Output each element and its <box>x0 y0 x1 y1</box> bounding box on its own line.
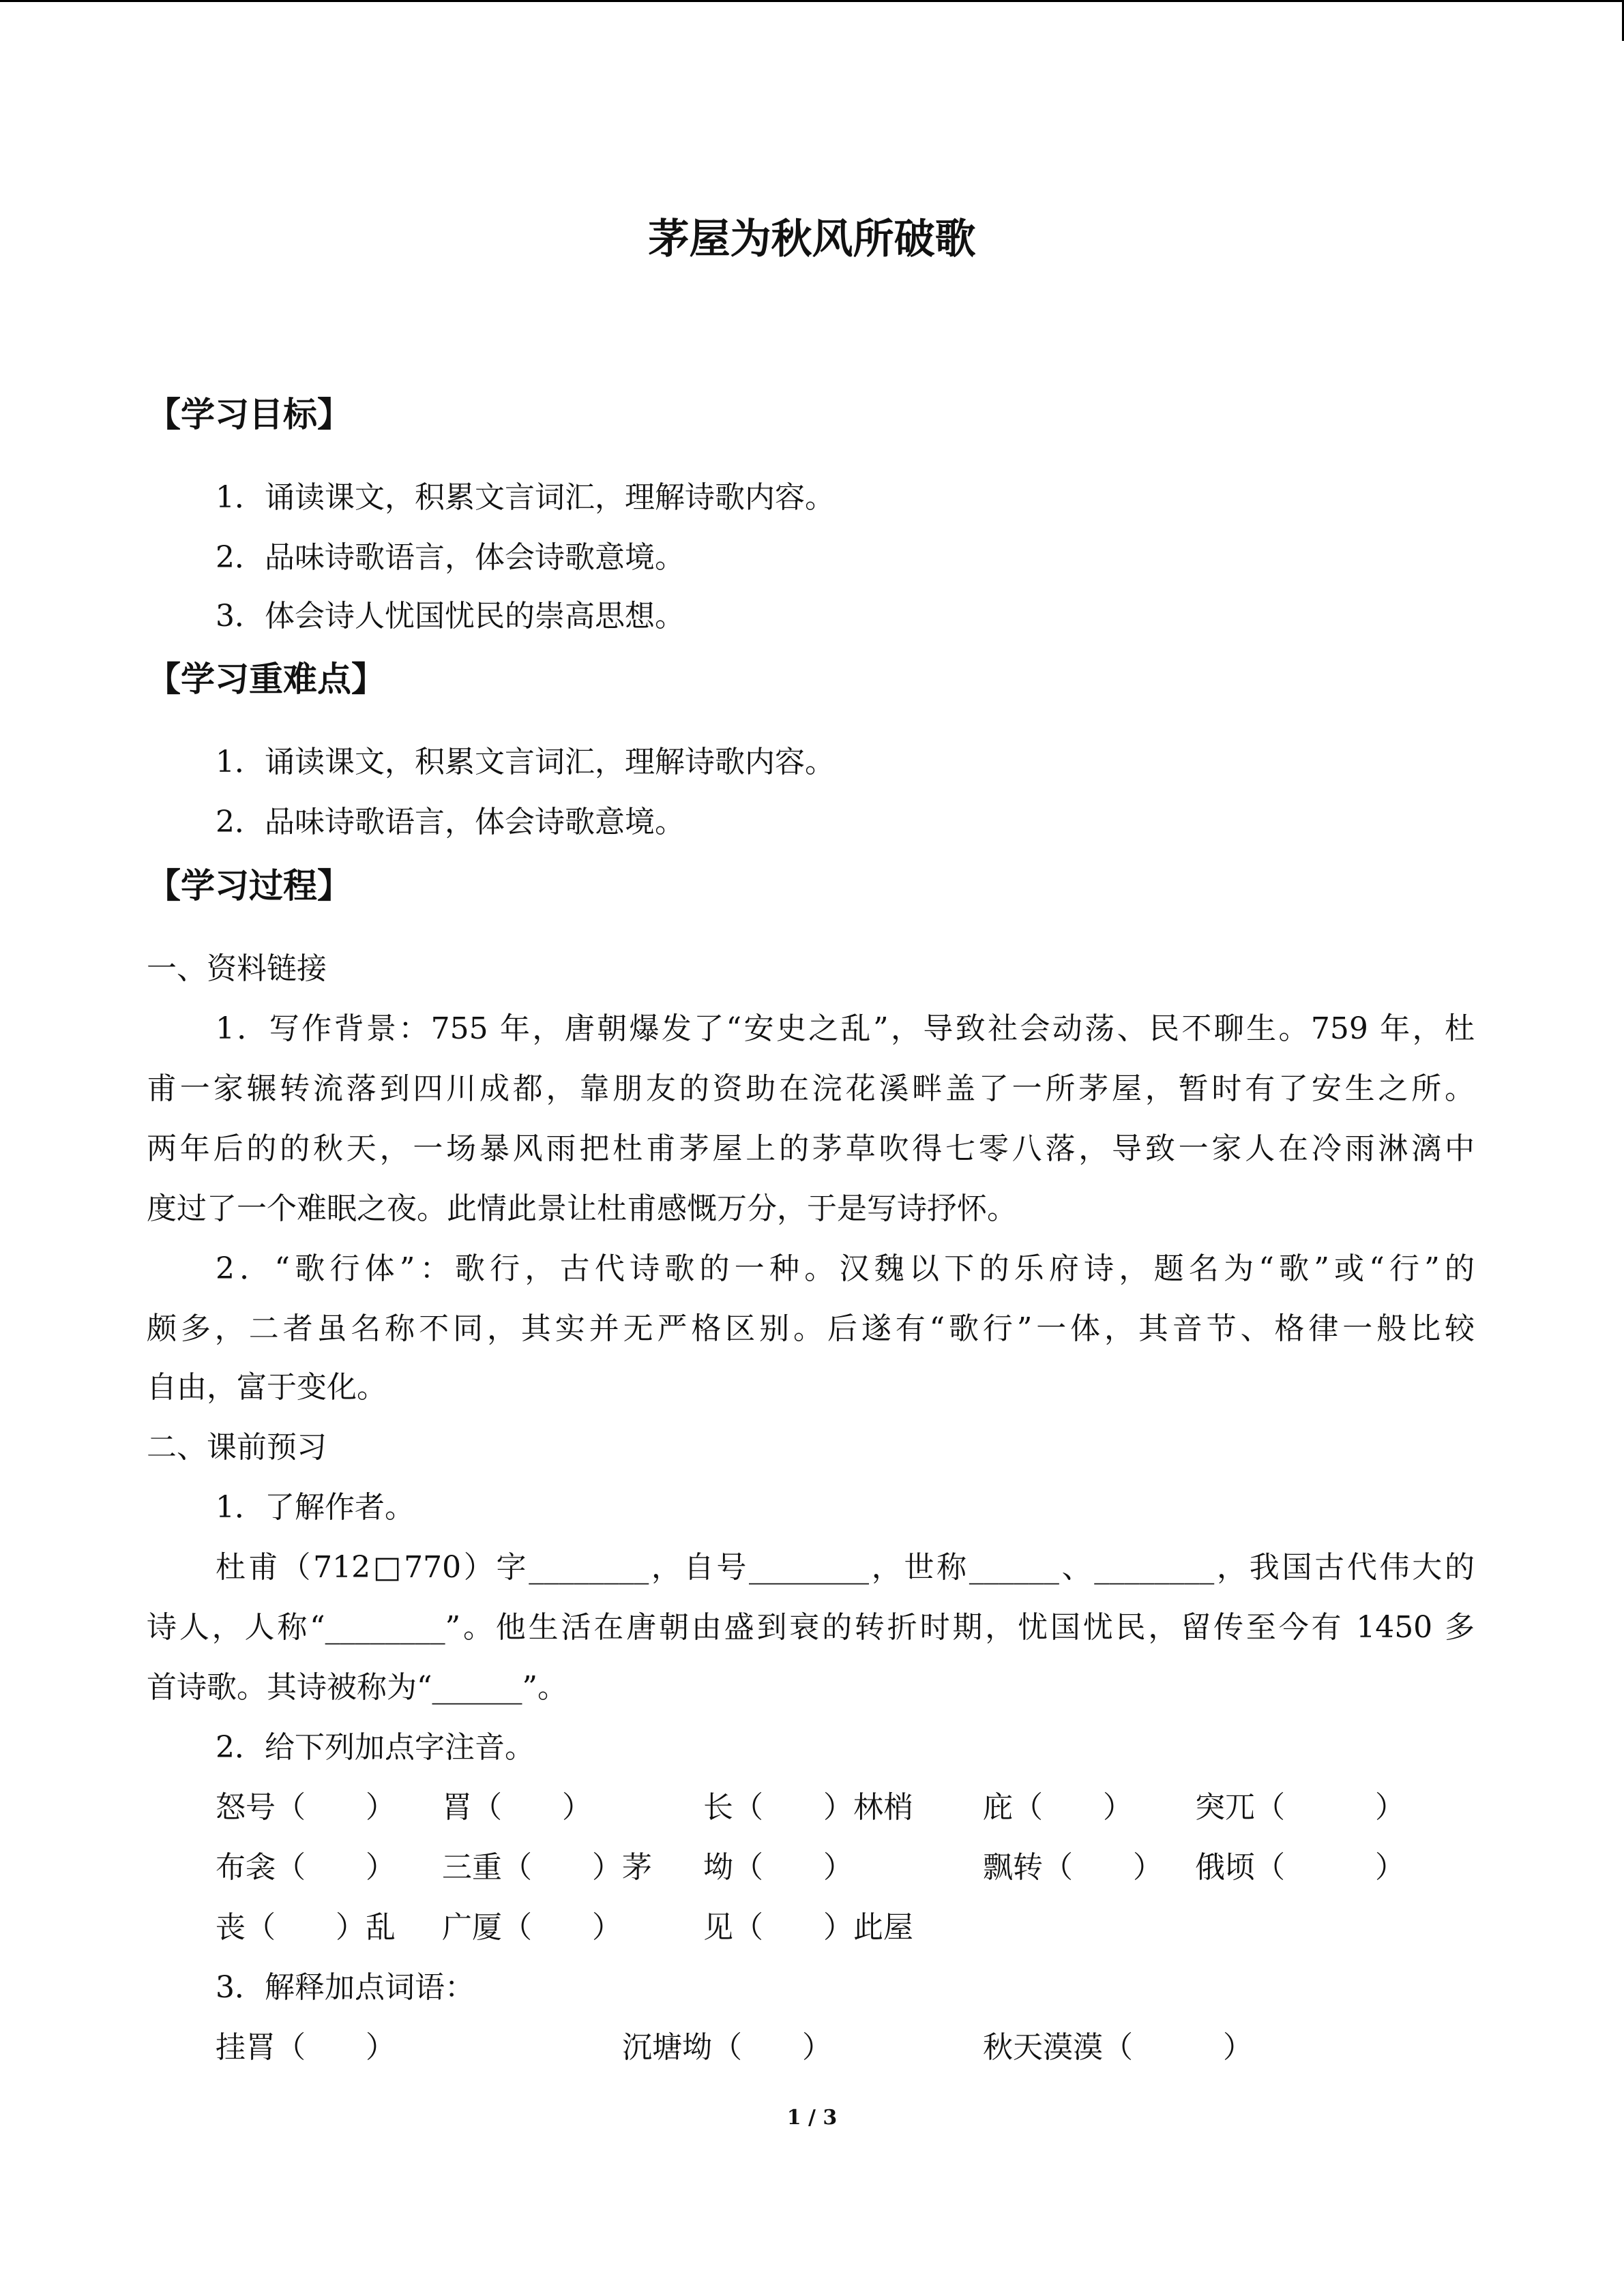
genre-line: 自由，富于变化。 <box>147 1370 387 1405</box>
author-line: 诗人，人称“________”。他生活在唐朝由盛到衰的转折时期，忧国忧民，留传至今有 1450 多 <box>147 1610 1475 1645</box>
pinyin-item: 三重（ ）茅 <box>442 1850 652 1885</box>
question-2-label: 2．给下列加点字注音。 <box>216 1730 535 1765</box>
background-line: 度过了一个难眠之夜。此情此景让杜甫感慨万分，于是写诗抒怀。 <box>147 1191 1017 1226</box>
pinyin-item: 怒号（ ） <box>216 1790 396 1825</box>
pinyin-item: 坳（ ） <box>703 1850 853 1885</box>
genre-line: 颇多，二者虽名称不同，其实并无严格区别。后遂有“歌行”一体，其音节、格律一般比较 <box>147 1311 1475 1346</box>
key-point-item: 1．诵读课文，积累文言词汇，理解诗歌内容。 <box>216 745 835 779</box>
page-number: 1 / 3 <box>786 2106 838 2130</box>
explain-item: 挂罥（ ） <box>216 2030 396 2065</box>
pinyin-item: 广厦（ ） <box>442 1910 622 1945</box>
background-line: 1．写作背景：755 年，唐朝爆发了“安史之乱”，导致社会动荡、民不聊生。759 年，杜 <box>216 1011 1475 1046</box>
pinyin-item: 见（ ）此屋 <box>703 1910 913 1945</box>
pinyin-item: 飘转（ ） <box>983 1850 1163 1885</box>
author-line: 首诗歌。其诗被称为“______”。 <box>147 1670 567 1705</box>
author-line: 杜甫（712□770）字________，自号________，世称______、________，我国古代伟大的 <box>216 1550 1475 1585</box>
key-points-heading: 【学习重难点】 <box>147 659 385 699</box>
process-heading: 【学习过程】 <box>147 866 351 906</box>
question-1-label: 1．了解作者。 <box>216 1490 415 1525</box>
genre-line: 2．“歌行体”：歌行，古代诗歌的一种。汉魏以下的乐府诗，题名为“歌”或“行”的 <box>216 1251 1475 1286</box>
pinyin-item: 长（ ）林梢 <box>703 1790 913 1825</box>
objective-item: 2．品味诗歌语言，体会诗歌意境。 <box>216 540 685 575</box>
question-3-label: 3．解释加点词语： <box>216 1970 475 2005</box>
pinyin-item: 布衾（ ） <box>216 1850 396 1885</box>
objective-item: 1．诵读课文，积累文言词汇，理解诗歌内容。 <box>216 480 835 515</box>
pinyin-item: 突兀（ ） <box>1195 1790 1405 1825</box>
pinyin-item: 俄顷（ ） <box>1195 1850 1405 1885</box>
pinyin-item: 罥（ ） <box>442 1790 592 1825</box>
materials-heading: 一、资料链接 <box>147 951 327 986</box>
page-title: 茅屋为秋风所破歌 <box>648 215 976 263</box>
key-point-item: 2．品味诗歌语言，体会诗歌意境。 <box>216 805 685 839</box>
pinyin-item: 丧（ ）乱 <box>216 1910 396 1945</box>
explain-item: 沉塘坳（ ） <box>622 2030 832 2065</box>
background-line: 甫一家辗转流落到四川成都，靠朋友的资助在浣花溪畔盖了一所茅屋，暂时有了安生之所。 <box>147 1071 1475 1106</box>
objective-item: 3．体会诗人忧国忧民的崇高思想。 <box>216 599 685 633</box>
objectives-heading: 【学习目标】 <box>147 395 351 434</box>
top-border <box>0 0 1624 2</box>
preview-heading: 二、课前预习 <box>147 1430 327 1465</box>
background-line: 两年后的的秋天，一场暴风雨把杜甫茅屋上的茅草吹得七零八落，导致一家人在冷雨淋漓中 <box>147 1131 1475 1166</box>
explain-item: 秋天漠漠（ ） <box>983 2030 1253 2065</box>
pinyin-item: 庇（ ） <box>983 1790 1133 1825</box>
